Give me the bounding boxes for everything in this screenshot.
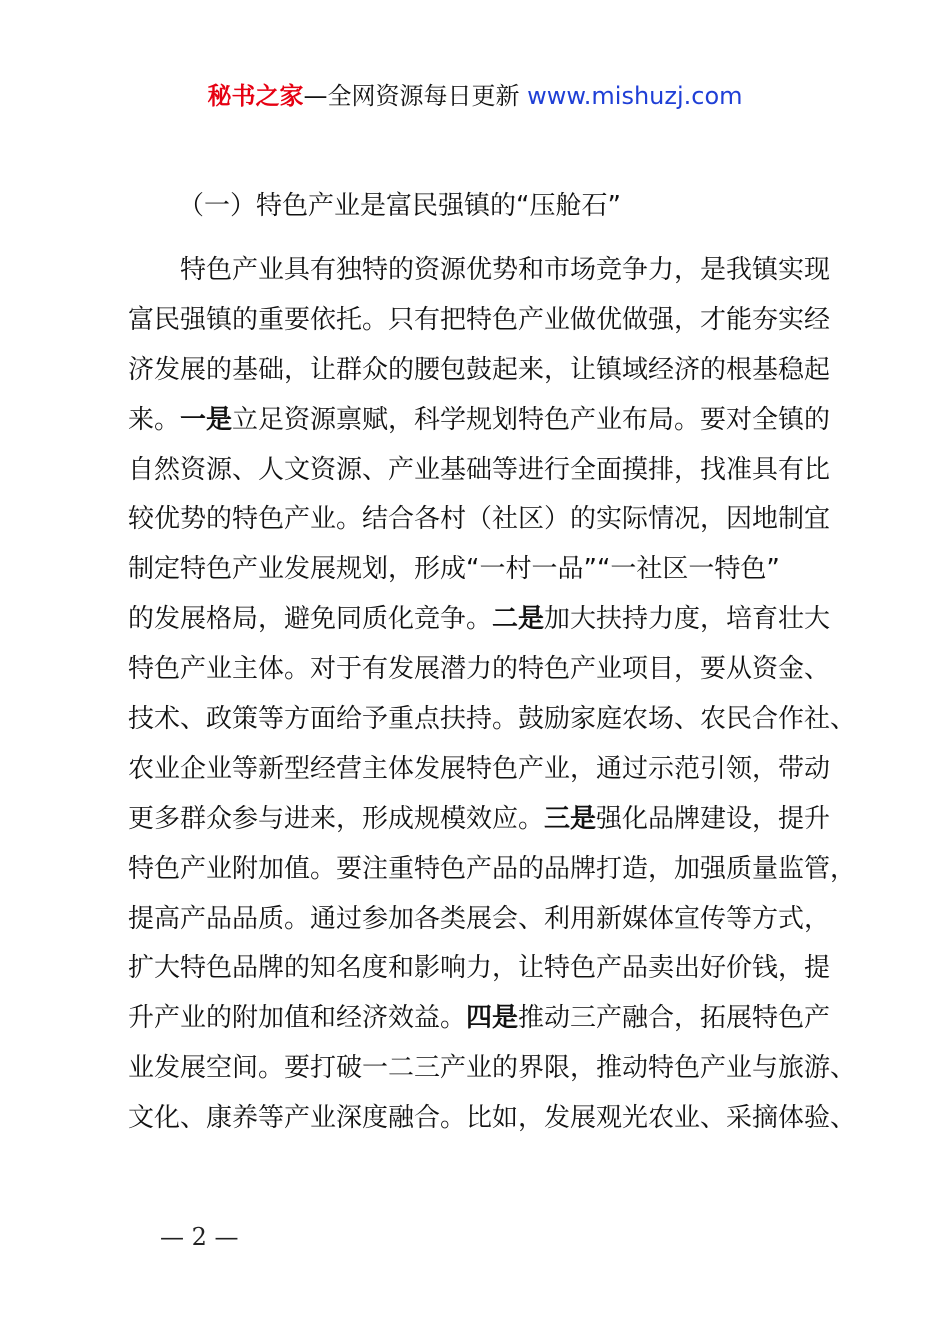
text-line (128, 795, 858, 845)
text-line: 特色产业具有独特的资源优势和市场竞争力，是我镇实现 (180, 255, 831, 285)
text-line (128, 595, 858, 645)
text-run: 更多群众参与进来，形成规模效应。 (128, 803, 545, 834)
point-marker: 四是 (466, 1003, 519, 1034)
text-line: 制定特色产业发展规划，形成“一村一品”“一社区一特色” (128, 554, 780, 585)
text-line (128, 994, 858, 1044)
text-run: 立足资源禀赋，科学规划特色产业布局。要对全镇的 (232, 404, 831, 435)
text-run: 的发展格局，避免同质化竞争。 (128, 604, 493, 635)
text-line (128, 396, 858, 446)
text-line: 技术、政策等方面给予重点扶持。鼓励家庭农场、农民合作社、 (128, 704, 857, 735)
text-run: 来。 (128, 404, 181, 435)
text-run: 升产业的附加值和经济效益。 (128, 1003, 467, 1034)
body-paragraph (128, 246, 858, 1144)
text-line: 富民强镇的重要依托。只有把特色产业做优做强，才能夯实经 (128, 304, 831, 335)
site-brand: 秘书之家 (207, 82, 304, 110)
text-run: 推动三产融合，拓展特色产 (518, 1003, 831, 1034)
point-marker: 二是 (492, 604, 545, 635)
text-line: 扩大特色品牌的知名度和影响力，让特色产品卖出好价钱，提 (128, 953, 831, 984)
text-line: 文化、康养等产业深度融合。比如，发展观光农业、采摘体验、 (128, 1103, 857, 1134)
text-run: 加大扶持力度，培育壮大 (544, 604, 831, 635)
text-line: 特色产业附加值。要注重特色产品的品牌打造，加强质量监管， (128, 853, 857, 884)
site-tagline: —全网资源每日更新 (303, 82, 520, 110)
section-heading: （一）特色产业是富民强镇的“压舱石” (178, 191, 621, 221)
text-line: 业发展空间。要打破一二三产业的界限，推动特色产业与旅游、 (128, 1053, 857, 1084)
text-run: 强化品牌建设，提升 (596, 803, 831, 834)
site-header (0, 80, 950, 112)
point-marker: 一是 (180, 404, 233, 435)
site-url-link[interactable]: www.mishuzj.com (527, 82, 743, 110)
text-line: 自然资源、人文资源、产业基础等进行全面摸排，找准具有比 (128, 454, 831, 485)
page-number: — 2 — (160, 1223, 239, 1251)
text-line: 较优势的特色产业。结合各村（社区）的实际情况，因地制宜 (128, 504, 831, 535)
text-line: 特色产业主体。对于有发展潜力的特色产业项目，要从资金、 (128, 654, 831, 685)
text-line: 农业企业等新型经营主体发展特色产业，通过示范引领，带动 (128, 753, 831, 784)
text-line: 济发展的基础，让群众的腰包鼓起来，让镇域经济的根基稳起 (128, 354, 831, 385)
point-marker: 三是 (544, 803, 597, 834)
text-line: 提高产品品质。通过参加各类展会、利用新媒体宣传等方式， (128, 903, 831, 934)
